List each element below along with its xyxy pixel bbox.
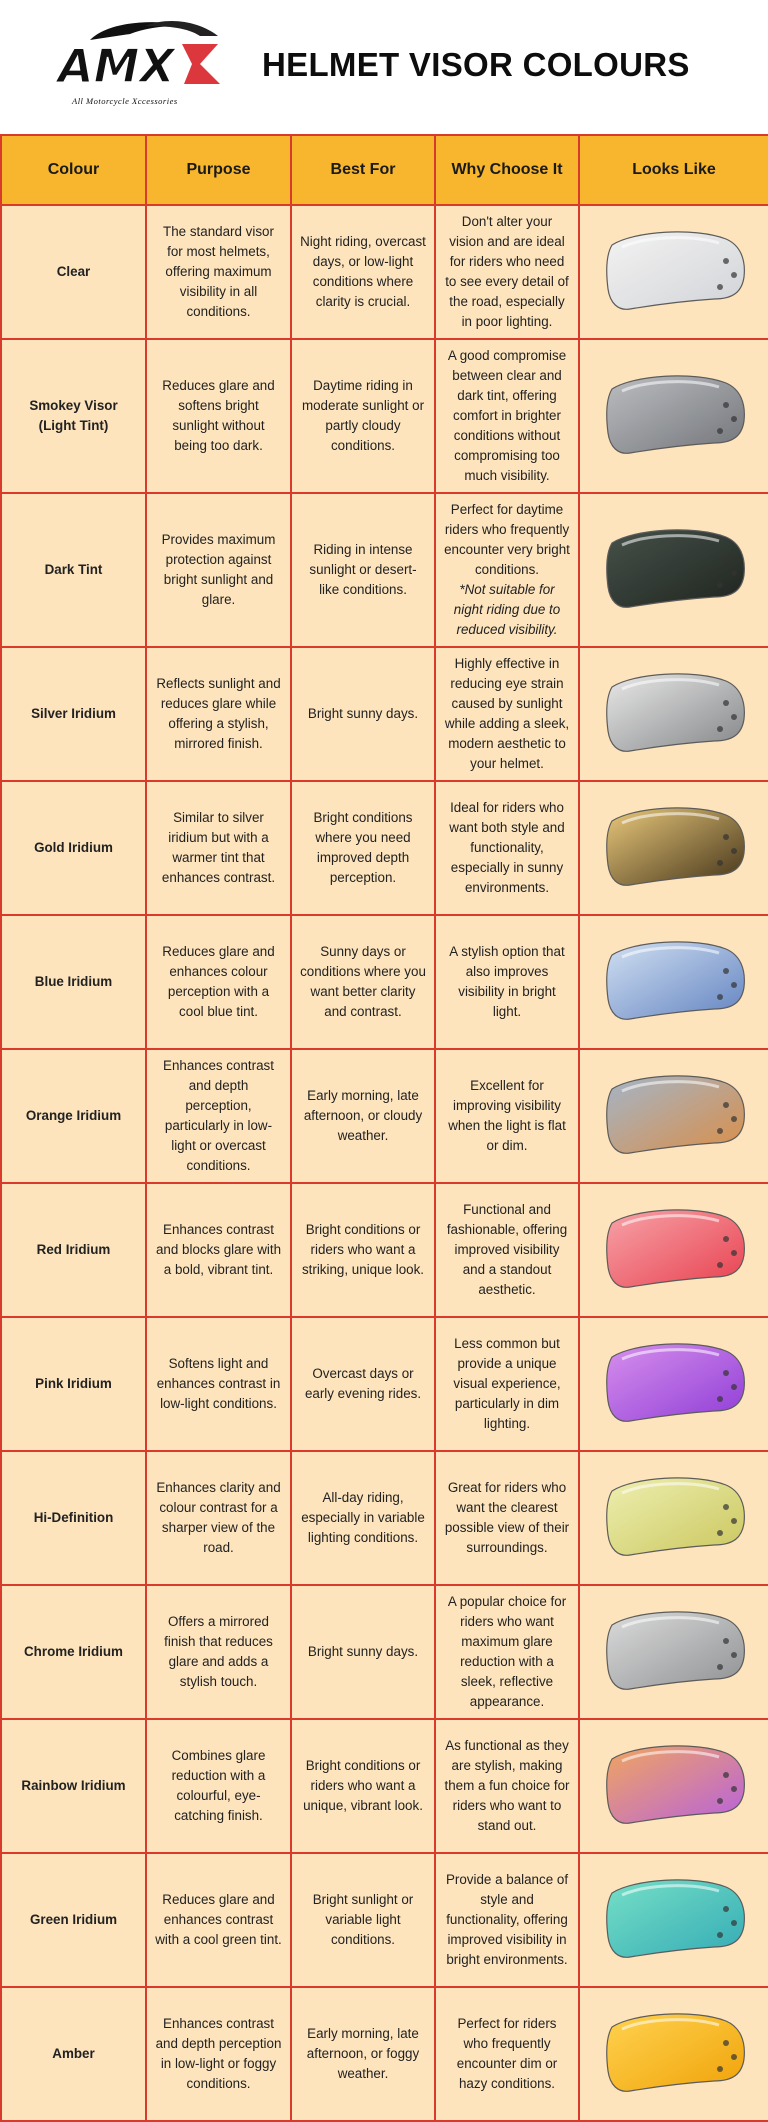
looks-like-cell	[579, 1317, 768, 1451]
why-choose-it-text: A popular choice for riders who want maximum glare reduction with a sleek, reflective appearance.	[447, 1594, 567, 1709]
best-for-cell: Riding in intense sunlight or desert-like conditions.	[291, 493, 435, 647]
why-choose-it-cell	[435, 205, 579, 339]
blue-iridium-visor-icon	[594, 927, 754, 1037]
why-choose-it-cell	[435, 339, 579, 493]
why-choose-it-cell	[435, 1183, 579, 1317]
best-for-cell: Bright sunny days.	[291, 1585, 435, 1719]
silver-iridium-visor-icon	[594, 659, 754, 769]
looks-like-cell	[579, 647, 768, 781]
logo-wordmark: AMX	[58, 39, 175, 93]
table-header-row	[1, 135, 768, 205]
looks-like-cell	[579, 205, 768, 339]
warning-note: *Not suitable for night riding due to reduced visibility.	[453, 582, 561, 637]
table-row	[1, 1317, 768, 1451]
colour-name: Pink Iridium	[1, 1317, 146, 1451]
table-row	[1, 205, 768, 339]
best-for-cell: Overcast days or early evening rides.	[291, 1317, 435, 1451]
why-choose-it-text: Excellent for improving visibility when the light is flat or dim.	[448, 1078, 566, 1153]
purpose-cell: Reduces glare and softens bright sunlight without being too dark.	[146, 339, 291, 493]
why-choose-it-cell	[435, 915, 579, 1049]
best-for-cell: Bright conditions or riders who want a unique, vibrant look.	[291, 1719, 435, 1853]
purpose-cell: Reflects sunlight and reduces glare while offering a stylish, mirrored finish.	[146, 647, 291, 781]
why-choose-it-text: Provide a balance of style and functionality, offering improved visibility in bright environments.	[445, 1872, 569, 1967]
green-iridium-visor-icon	[594, 1865, 754, 1975]
colour-name: Hi-Definition	[1, 1451, 146, 1585]
looks-like-cell	[579, 1451, 768, 1585]
why-choose-it-cell	[435, 1317, 579, 1451]
table-row	[1, 1451, 768, 1585]
header-best-for: Best For	[291, 135, 435, 205]
colour-name: Blue Iridium	[1, 915, 146, 1049]
why-choose-it-cell	[435, 493, 579, 647]
best-for-cell: Early morning, late afternoon, or cloudy weather.	[291, 1049, 435, 1183]
purpose-cell: Softens light and enhances contrast in low-light conditions.	[146, 1317, 291, 1451]
best-for-cell: Night riding, overcast days, or low-light conditions where clarity is crucial.	[291, 205, 435, 339]
header-colour: Colour	[1, 135, 146, 205]
amx-logo-graphic	[50, 18, 250, 98]
visor-colours-table	[0, 134, 768, 2122]
why-choose-it-text: Perfect for riders who frequently encounter dim or hazy conditions.	[456, 2016, 558, 2091]
logo-tagline: All Motorcycle Xccessories	[72, 96, 178, 106]
page-header	[0, 0, 768, 134]
smokey-visor-icon	[594, 361, 754, 471]
why-choose-it-cell	[435, 1451, 579, 1585]
chrome-iridium-visor-icon	[594, 1597, 754, 1707]
why-choose-it-cell	[435, 1987, 579, 2121]
amx-logo	[50, 18, 250, 114]
why-choose-it-cell	[435, 781, 579, 915]
table-row	[1, 1719, 768, 1853]
purpose-cell: The standard visor for most helmets, offering maximum visibility in all conditions.	[146, 205, 291, 339]
looks-like-cell	[579, 1183, 768, 1317]
purpose-cell: Offers a mirrored finish that reduces glare and adds a stylish touch.	[146, 1585, 291, 1719]
why-choose-it-text: Highly effective in reducing eye strain caused by sunlight while adding a sleek, modern aesthetic to your helmet.	[444, 656, 570, 771]
looks-like-cell	[579, 339, 768, 493]
best-for-cell: All-day riding, especially in variable lighting conditions.	[291, 1451, 435, 1585]
orange-iridium-visor-icon	[594, 1061, 754, 1171]
purpose-cell: Similar to silver iridium but with a warmer tint that enhances contrast.	[146, 781, 291, 915]
purpose-cell: Reduces glare and enhances contrast with a cool green tint.	[146, 1853, 291, 1987]
table-row	[1, 1585, 768, 1719]
why-choose-it-text: A good compromise between clear and dark tint, offering comfort in brighter conditions without compromising too much visibility.	[447, 348, 567, 483]
table-row	[1, 1049, 768, 1183]
why-choose-it-text: Perfect for daytime riders who frequently encounter very bright conditions.	[444, 502, 570, 577]
why-choose-it-text: A stylish option that also improves visibility in bright light.	[449, 944, 565, 1019]
dark-tint-visor-icon	[594, 515, 754, 625]
hi-definition-visor-icon	[594, 1463, 754, 1573]
purpose-cell: Enhances clarity and colour contrast for a sharper view of the road.	[146, 1451, 291, 1585]
purpose-cell: Enhances contrast and blocks glare with a bold, vibrant tint.	[146, 1183, 291, 1317]
colour-name: Chrome Iridium	[1, 1585, 146, 1719]
table-row	[1, 1987, 768, 2121]
why-choose-it-text: As functional as they are stylish, making them a fun choice for riders who want to stand out.	[444, 1738, 570, 1833]
looks-like-cell	[579, 1853, 768, 1987]
table-row	[1, 647, 768, 781]
why-choose-it-cell	[435, 1049, 579, 1183]
best-for-cell: Bright sunlight or variable light conditions.	[291, 1853, 435, 1987]
best-for-cell: Daytime riding in moderate sunlight or partly cloudy conditions.	[291, 339, 435, 493]
table-row	[1, 339, 768, 493]
colour-name: Amber	[1, 1987, 146, 2121]
header-purpose: Purpose	[146, 135, 291, 205]
colour-name: Dark Tint	[1, 493, 146, 647]
table-row	[1, 781, 768, 915]
why-choose-it-text: Great for riders who want the clearest possible view of their surroundings.	[444, 1480, 570, 1555]
looks-like-cell	[579, 1719, 768, 1853]
colour-name: Red Iridium	[1, 1183, 146, 1317]
purpose-cell: Provides maximum protection against bright sunlight and glare.	[146, 493, 291, 647]
colour-name: Silver Iridium	[1, 647, 146, 781]
why-choose-it-cell	[435, 1719, 579, 1853]
clear-visor-icon	[594, 217, 754, 327]
why-choose-it-text: Less common but provide a unique visual experience, particularly in dim lighting.	[453, 1336, 561, 1431]
pink-iridium-visor-icon	[594, 1329, 754, 1439]
looks-like-cell	[579, 915, 768, 1049]
best-for-cell: Bright conditions where you need improved depth perception.	[291, 781, 435, 915]
table-row	[1, 1853, 768, 1987]
why-choose-it-cell	[435, 647, 579, 781]
why-choose-it-text: Don't alter your vision and are ideal for riders who need to see every detail of the road, especially in poor lighting.	[445, 214, 569, 329]
looks-like-cell	[579, 1585, 768, 1719]
looks-like-cell	[579, 1049, 768, 1183]
table-row	[1, 1183, 768, 1317]
colour-name: Gold Iridium	[1, 781, 146, 915]
looks-like-cell	[579, 493, 768, 647]
purpose-cell: Combines glare reduction with a colourful, eye-catching finish.	[146, 1719, 291, 1853]
amber-visor-icon	[594, 1999, 754, 2109]
why-choose-it-cell	[435, 1853, 579, 1987]
gold-iridium-visor-icon	[594, 793, 754, 903]
page-title: HELMET VISOR COLOURS	[262, 46, 690, 83]
red-iridium-visor-icon	[594, 1195, 754, 1305]
header-looks-like: Looks Like	[579, 135, 768, 205]
rainbow-iridium-visor-icon	[594, 1731, 754, 1841]
best-for-cell: Bright conditions or riders who want a striking, unique look.	[291, 1183, 435, 1317]
looks-like-cell	[579, 781, 768, 915]
best-for-cell: Sunny days or conditions where you want better clarity and contrast.	[291, 915, 435, 1049]
purpose-cell: Enhances contrast and depth perception, particularly in low-light or overcast conditions.	[146, 1049, 291, 1183]
best-for-cell: Bright sunny days.	[291, 647, 435, 781]
why-choose-it-cell	[435, 1585, 579, 1719]
colour-name: Rainbow Iridium	[1, 1719, 146, 1853]
header-why-choose-it: Why Choose It	[435, 135, 579, 205]
purpose-cell: Enhances contrast and depth perception in low-light or foggy conditions.	[146, 1987, 291, 2121]
table-row	[1, 915, 768, 1049]
table-row	[1, 493, 768, 647]
best-for-cell: Early morning, late afternoon, or foggy weather.	[291, 1987, 435, 2121]
colour-name: Clear	[1, 205, 146, 339]
why-choose-it-text: Functional and fashionable, offering improved visibility and a standout aesthetic.	[446, 1202, 568, 1297]
colour-name: Orange Iridium	[1, 1049, 146, 1183]
colour-name: Smokey Visor (Light Tint)	[1, 339, 146, 493]
colour-name: Green Iridium	[1, 1853, 146, 1987]
purpose-cell: Reduces glare and enhances colour perception with a cool blue tint.	[146, 915, 291, 1049]
looks-like-cell	[579, 1987, 768, 2121]
why-choose-it-text: Ideal for riders who want both style and functionality, especially in sunny environments.	[449, 800, 565, 895]
